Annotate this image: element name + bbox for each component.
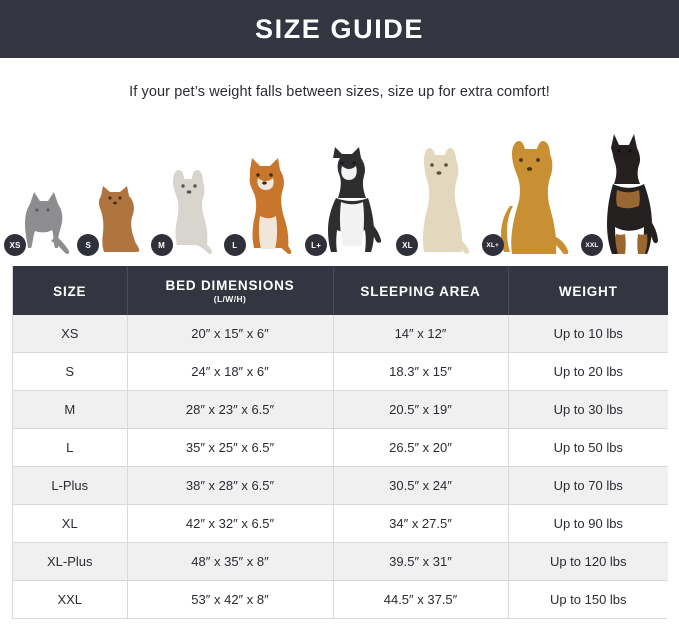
- pet-figure-xxl: [587, 130, 669, 254]
- cell-weight: Up to 150 lbs: [508, 581, 668, 619]
- table-row: [13, 505, 668, 543]
- cell-dimensions: 42″ x 32″ x 6.5″: [127, 505, 333, 543]
- cell-weight: Up to 10 lbs: [508, 315, 668, 353]
- cell-sleeping-area: 26.5″ x 20″: [333, 429, 508, 467]
- size-badge-l-plus: L+: [305, 234, 327, 256]
- cell-weight: Up to 20 lbs: [508, 353, 668, 391]
- column-header-weight: [508, 266, 668, 315]
- pet-figure-xl-plus: [488, 136, 576, 254]
- cell-sleeping-area: 39.5″ x 31″: [333, 543, 508, 581]
- cell-dimensions: 53″ x 42″ x 8″: [127, 581, 333, 619]
- pet-figure-s: [83, 178, 145, 254]
- cell-size: XS: [13, 315, 127, 353]
- table-row: [13, 391, 668, 429]
- pet-silhouette-row: [0, 114, 679, 254]
- column-header-weight-label: WEIGHT: [558, 283, 618, 299]
- table-header-row: [13, 266, 668, 315]
- cell-sleeping-area: 20.5″ x 19″: [333, 391, 508, 429]
- pet-figure-xs: [10, 188, 72, 254]
- table-header: [13, 266, 668, 315]
- size-badge-l: L: [224, 234, 246, 256]
- header-banner: [0, 0, 679, 58]
- table-row: [13, 581, 668, 619]
- column-header-size: [13, 266, 127, 315]
- table-body: [13, 315, 668, 618]
- cell-dimensions: 48″ x 35″ x 8″: [127, 543, 333, 581]
- size-table: [13, 266, 668, 618]
- cell-size: S: [13, 353, 127, 391]
- column-header-sleeping-area-label: SLEEPING AREA: [360, 283, 481, 299]
- column-header-dimensions-sub: (L/W/H): [213, 294, 247, 304]
- pet-figure-xl: [402, 142, 476, 254]
- cell-sleeping-area: 44.5″ x 37.5″: [333, 581, 508, 619]
- subtitle-text: If your pet’s weight falls between sizes, size up for extra comfort!: [129, 84, 550, 100]
- size-table-wrapper: [12, 266, 667, 619]
- cell-dimensions: 28″ x 23″ x 6.5″: [127, 391, 333, 429]
- column-header-sleeping-area: [333, 266, 508, 315]
- table-row: [13, 429, 668, 467]
- doberman-standing-icon: [587, 130, 669, 254]
- cell-size: XL: [13, 505, 127, 543]
- column-header-size-label: SIZE: [53, 283, 87, 299]
- cell-weight: Up to 120 lbs: [508, 543, 668, 581]
- page-title: SIZE GUIDE: [254, 13, 425, 44]
- size-badge-xxl: XXL: [581, 234, 603, 256]
- cell-dimensions: 24″ x 18″ x 6″: [127, 353, 333, 391]
- size-badge-s: S: [77, 234, 99, 256]
- golden-retriever-sitting-icon: [488, 136, 576, 254]
- size-badge-xl: XL: [396, 234, 418, 256]
- size-badge-xl-plus: XL+: [482, 234, 504, 256]
- pet-figure-m: [157, 166, 219, 254]
- table-row: [13, 543, 668, 581]
- cell-weight: Up to 70 lbs: [508, 467, 668, 505]
- table-row: [13, 353, 668, 391]
- column-header-dimensions-label: BED DIMENSIONS: [165, 278, 295, 293]
- cell-size: M: [13, 391, 127, 429]
- cell-weight: Up to 90 lbs: [508, 505, 668, 543]
- cell-size: XL-Plus: [13, 543, 127, 581]
- cell-dimensions: 35″ x 25″ x 6.5″: [127, 429, 333, 467]
- cell-dimensions: 38″ x 28″ x 6.5″: [127, 467, 333, 505]
- cell-size: XXL: [13, 581, 127, 619]
- cell-size: L-Plus: [13, 467, 127, 505]
- column-header-dimensions: [127, 266, 333, 315]
- table-row: [13, 315, 668, 353]
- size-badge-xs: XS: [4, 234, 26, 256]
- pet-figure-l: [230, 154, 300, 254]
- cell-sleeping-area: 18.3″ x 15″: [333, 353, 508, 391]
- cell-dimensions: 20″ x 15″ x 6″: [127, 315, 333, 353]
- table-row: [13, 467, 668, 505]
- cell-weight: Up to 30 lbs: [508, 391, 668, 429]
- cell-size: L: [13, 429, 127, 467]
- cell-sleeping-area: 30.5″ x 24″: [333, 467, 508, 505]
- pet-figure-l-plus: [311, 144, 391, 254]
- size-badge-m: M: [151, 234, 173, 256]
- cell-sleeping-area: 14″ x 12″: [333, 315, 508, 353]
- cell-sleeping-area: 34″ x 27.5″: [333, 505, 508, 543]
- cell-weight: Up to 50 lbs: [508, 429, 668, 467]
